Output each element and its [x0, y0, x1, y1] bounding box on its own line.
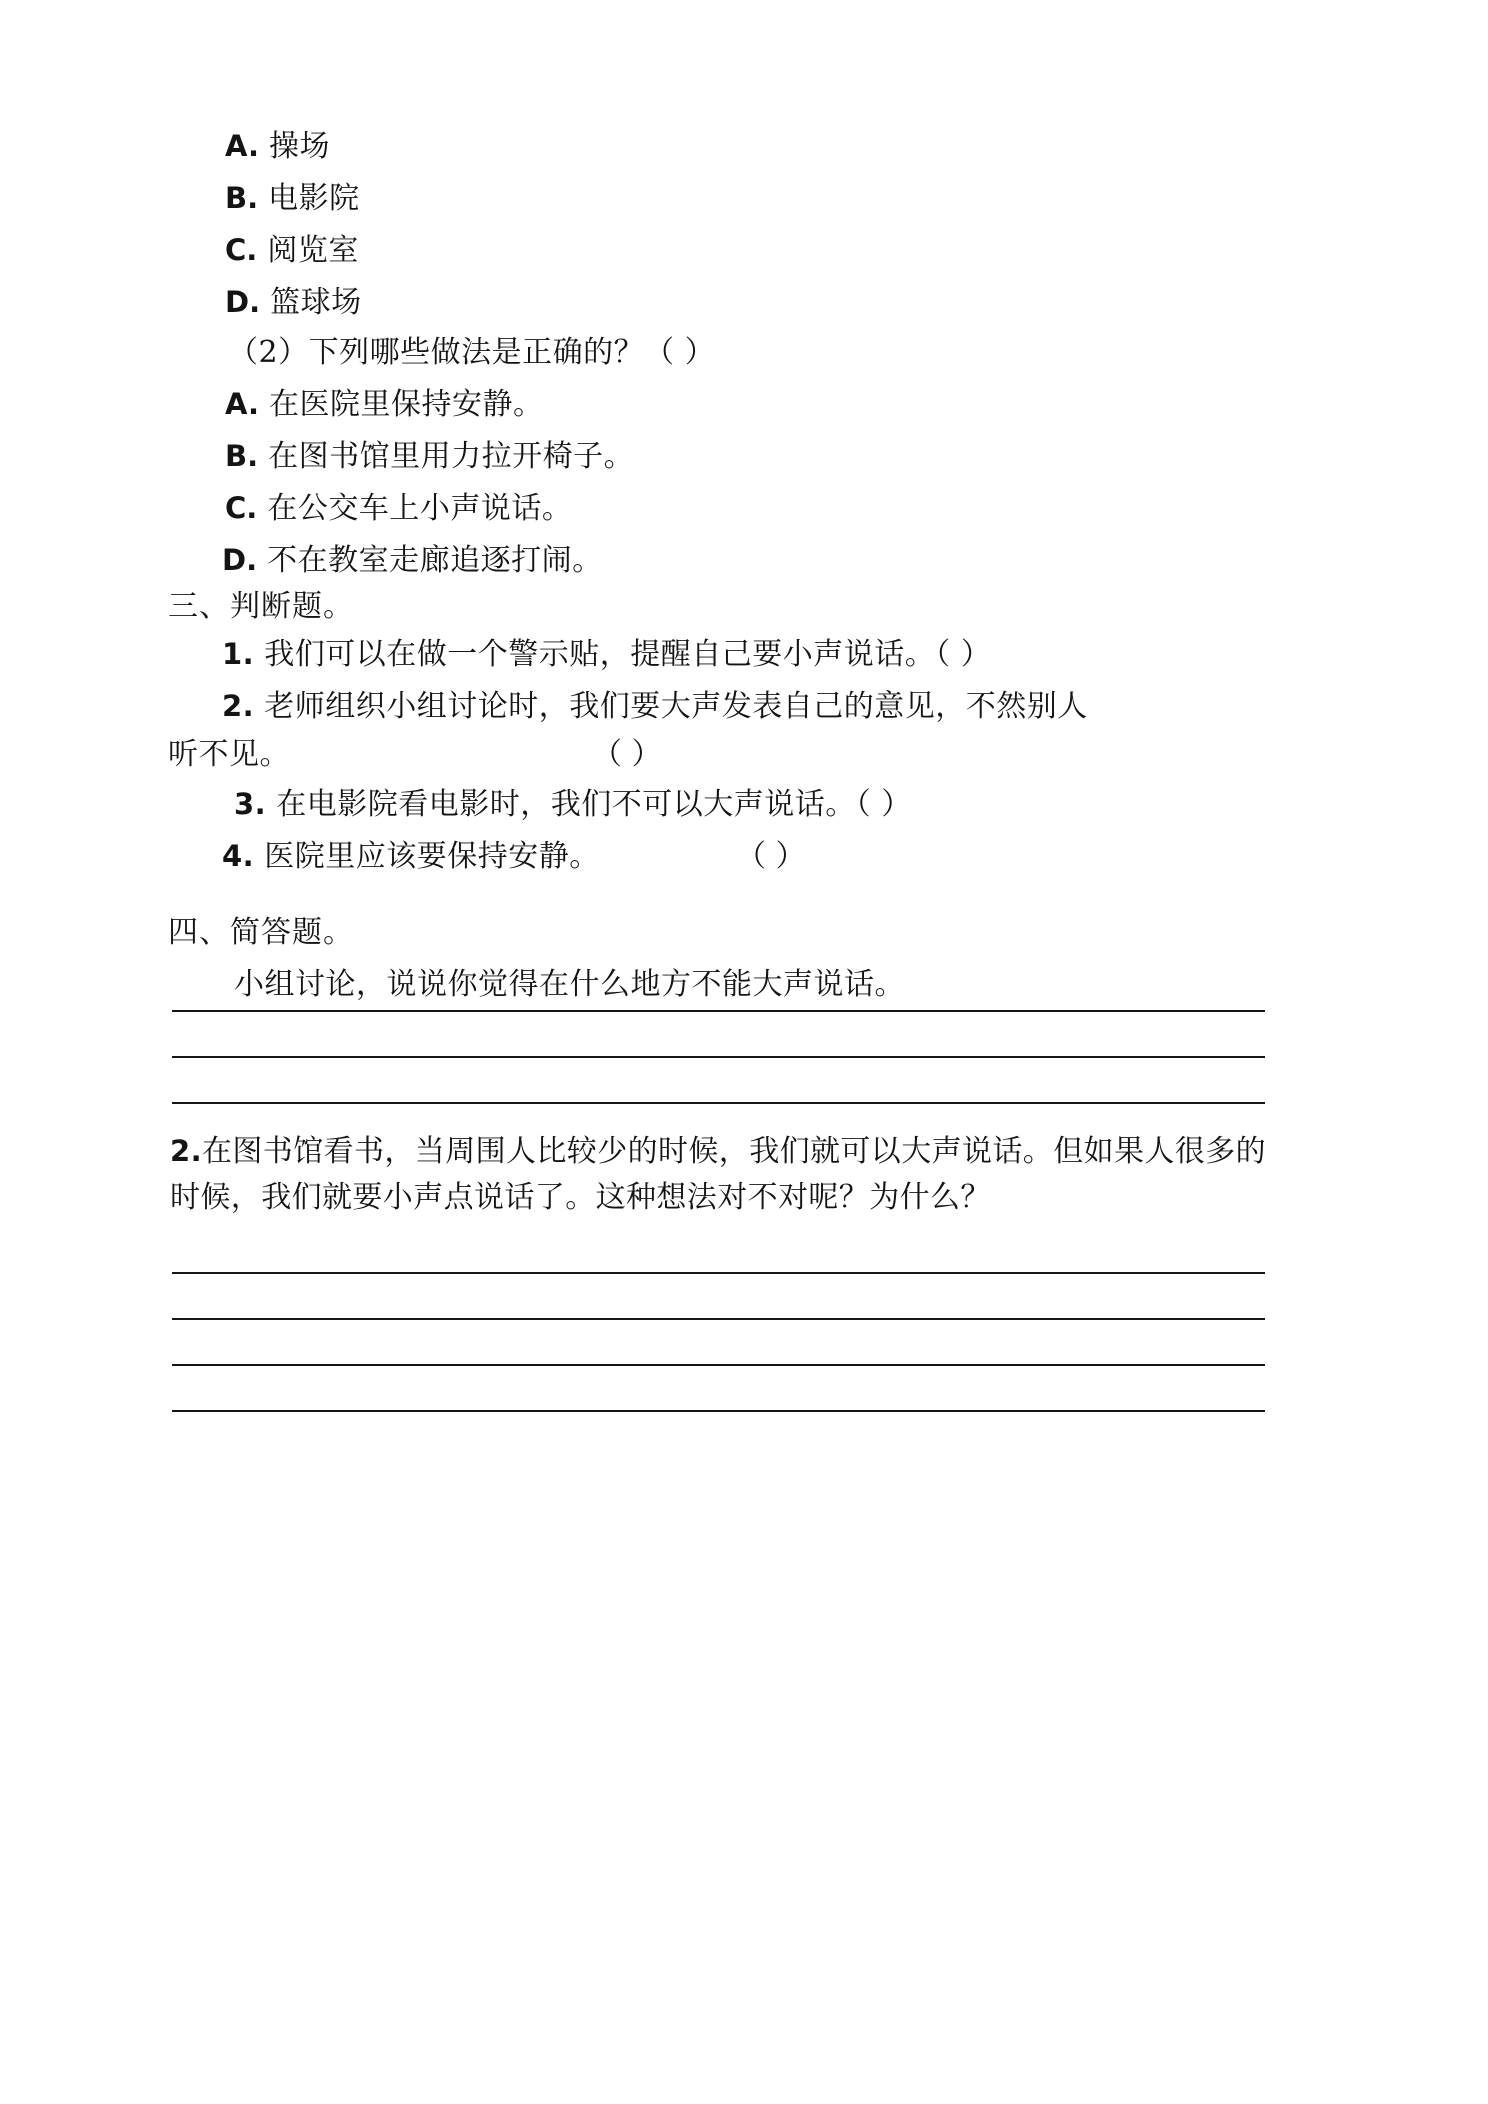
choice-q2-c: [225, 491, 573, 526]
judgement-item-3: [234, 787, 912, 822]
item-text: 医院里应该要保持安静。: [264, 839, 600, 874]
choice-q1-a: [225, 129, 331, 164]
choice-q1-b: [225, 181, 360, 216]
question-2-stem: （2）下列哪些做法是正确的？（ ）: [228, 335, 716, 370]
choice-letter: C.: [225, 233, 258, 267]
judgement-item-2: [222, 689, 1088, 724]
item-text: 在电影院看电影时，我们不可以大声说话。（ ）: [276, 787, 912, 822]
item-text: 老师组织小组讨论时，我们要大声发表自己的意见，不然别人: [264, 689, 1088, 724]
item-number: 3.: [234, 787, 267, 821]
answer-line[interactable]: [172, 1056, 1265, 1058]
section-heading-three: 三、判断题。: [168, 589, 354, 624]
answer-line[interactable]: [172, 1102, 1265, 1104]
choice-text: 电影院: [268, 181, 360, 216]
choice-letter: C.: [225, 491, 258, 525]
choice-letter: A.: [225, 387, 259, 421]
choice-text: 操场: [269, 129, 331, 164]
short-answer-question-1: 小组讨论，说说你觉得在什么地方不能大声说话。: [234, 967, 905, 1002]
choice-letter: D.: [222, 543, 258, 577]
choice-text: 在图书馆里用力拉开椅子。: [268, 439, 635, 474]
choice-q2-a: [225, 387, 544, 422]
item-text: 我们可以在做一个警示贴，提醒自己要小声说话。（ ）: [264, 637, 992, 672]
item-number: 2.: [222, 689, 255, 723]
choice-text: 在公交车上小声说话。: [267, 491, 573, 526]
choice-letter: B.: [225, 181, 259, 215]
choice-text: 不在教室走廊追逐打闹。: [267, 543, 603, 578]
judgement-item-4-answer-parenthesis: （ ）: [736, 839, 806, 874]
choice-letter: D.: [225, 285, 261, 319]
short-answer-question-2: [170, 1128, 1270, 1221]
choice-text: 阅览室: [267, 233, 359, 268]
answer-line[interactable]: [172, 1364, 1265, 1366]
answer-line[interactable]: [172, 1410, 1265, 1412]
choice-q2-b: [225, 439, 635, 474]
answer-line[interactable]: [172, 1010, 1265, 1012]
choice-text: 在医院里保持安静。: [269, 387, 544, 422]
choice-q1-d: [225, 285, 362, 320]
choice-letter: B.: [225, 439, 259, 473]
answer-line[interactable]: [172, 1318, 1265, 1320]
item-text: 在图书馆看书，当周围人比较少的时候，我们就可以大声说话。但如果人很多的时候，我们就要小声点说话了。这种想法对不对呢？为什么？: [170, 1134, 1266, 1215]
choice-q2-d: [222, 543, 603, 578]
item-number: 2.: [170, 1134, 202, 1168]
item-number: 4.: [222, 839, 255, 873]
choice-letter: A.: [225, 129, 259, 163]
judgement-item-4: [222, 839, 600, 874]
choice-q1-c: [225, 233, 359, 268]
answer-line[interactable]: [172, 1272, 1265, 1274]
judgement-item-1: [222, 637, 992, 672]
section-heading-four: 四、简答题。: [168, 915, 354, 950]
judgement-item-2-continuation: 听不见。: [168, 737, 290, 772]
judgement-item-2-answer-parenthesis: （ ）: [592, 737, 662, 772]
item-number: 1.: [222, 637, 255, 671]
choice-text: 篮球场: [270, 285, 362, 320]
